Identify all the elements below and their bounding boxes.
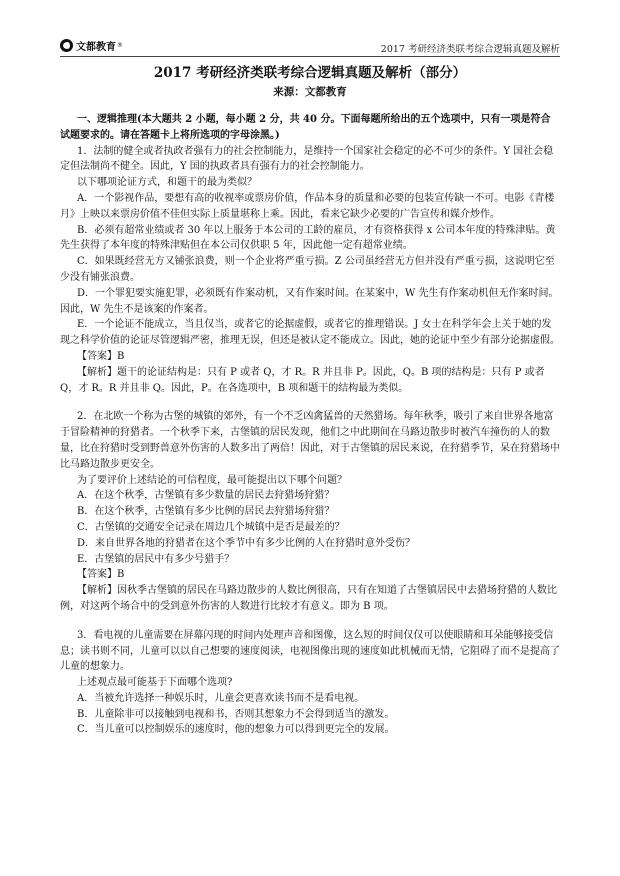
source-line: 来源：文都教育 — [273, 86, 347, 98]
q3-ask: 上述观点最可能基于下面哪个选项? — [77, 677, 233, 689]
q2-answer: 【答案】B — [77, 569, 125, 581]
q1-stem: 1．法制的健全或者执政者强有力的社会控制能力，是维持一个国家社会稳定的必不可少的条件。Y 国社会稳定但法制尚不健全。因此，Y 国的执政者具有强有力的社会控制能力。 — [60, 145, 554, 173]
logo-text: 文都教育 — [76, 42, 116, 53]
q2-ask: 为了要评价上述结论的可信程度，最可能提出以下哪个问题？ — [77, 474, 347, 486]
page-header — [60, 36, 560, 57]
q1-option-d: D．一个罪犯要实施犯罪，必须既有作案动机，又有作案时间。在某案中，W 先生有作案动机但无作案时间。因此，W 先生不是该案的作案者。 — [60, 287, 559, 315]
q1-option-b: B．必须有超常业绩或者 30 年以上服务于本公司的工龄的雇员，才有资格获得 x 公司本年度的特殊津贴。黄先生获得了本年度的特殊津贴但在本公司仅供职 5 年，因此他一定有超常业绩。 — [60, 224, 556, 252]
q3-stem: 3．看电视的儿童需要在屏幕闪现的时间内处理声音和图像，这么短的时间仅仅可以使眼睛和耳朵能够接受信息；读书则不同，儿童可以以自己想要的速度阅读，电视图像出现的速度如此机械而无情，它阻碍了而不是提高了儿童的想象力。 — [60, 629, 560, 673]
section-heading: 一、逻辑推理(本大题共 2 小题，每小题 2 分，共 40 分。下面每题所给出的五个选项中，只有一项是符合试题要求的。请在答题卡上将所选项的字母涂黑。) — [60, 114, 551, 141]
q1-ask: 以下哪项论证方式，和题干的最为类似？ — [77, 177, 257, 189]
q2-option-b: B．在这个秋季，古堡镇有多少比例的居民去狩猎场狩猎？ — [77, 506, 335, 518]
brand-logo — [60, 38, 123, 53]
q3-option-b: B．儿童除非可以接触到电视和书，否则其想象力不会得到适当的激发。 — [77, 708, 395, 720]
logo-registered-mark: ® — [117, 42, 123, 49]
q2-option-a: A．在这个秋季，古堡镇有多少数量的居民去狩猎场狩猎？ — [77, 490, 335, 502]
q2-analysis: 【解析】因秋季古堡镇的居民在马路边散步的人数比例很高，只有在知道了古堡镇居民中去猎场狩猎的人数比例，对这两个场合中的受到意外伤害的人数进行比较才有意义。即为 B 项。 — [60, 585, 557, 612]
q1-analysis: 【解析】题干的论证结构是：只有 P 或者 Q，才 R。R 并且非 P。因此，Q。B 项的结构是：只有 P 或者 Q，才 R。R 并且非 Q。因此，P。在各选项中，B 项和题干的结构最为类似。 — [60, 366, 545, 394]
q1-answer: 【答案】B — [77, 350, 125, 362]
document-body — [60, 62, 560, 738]
q2-option-e: E．古堡镇的居民中有多少号猎手？ — [77, 553, 235, 565]
logo-icon — [60, 39, 73, 52]
q3-option-a: A．当被允许选择一种娱乐时，儿童会更喜欢读书而不是看电视。 — [77, 692, 365, 704]
q1-option-c: C．如果既经营无方又铺张浪费，则一个企业将严重亏损。Z 公司虽经营无方但并没有严重亏损，这说明它至少没有铺张浪费。 — [60, 256, 555, 283]
q1-option-e: E．一个论证不能成立，当且仅当，或者它的论据虚假，或者它的推理错误。J 女士在科学年会上关于她的发现之科学价值的论证尽管逻辑严密，推理无误，但还是被认定不能成立。因此，她的论证中至少有部分论据虚假。 — [60, 319, 560, 347]
q2-stem: 2．在北欧一个称为古堡的城镇的郊外，有一个不乏凶禽猛兽的天然猎场。每年秋季，吸引了来自世界各地富于冒险精神的狩猎者。一个秋季下来，古堡镇的居民发现，他们之中此期间在马路边散步时被汽车撞伤的人的数量，比在狩猎时受到野兽意外伤害的人数多出了两倍！因此，对于古堡镇的居民来说，在狩猎季节，呆在狩猎场中比马路边散步更安全。 — [60, 411, 560, 470]
page-title: 2017 考研经济类联考综合逻辑真题及解析（部分） — [153, 65, 467, 81]
q2-option-c: C．古堡镇的交通安全记录在周边几个城镇中是否是最差的？ — [77, 521, 345, 533]
q3-option-c: C．当儿童可以控制娱乐的速度时，他的想象力可以得到更完全的发展。 — [77, 724, 395, 736]
q2-option-d: D．来自世界各地的狩猎者在这个季节中有多少比例的人在狩猎时意外受伤？ — [77, 537, 416, 549]
header-doc-title: 2017 考研经济类联考综合逻辑真题及解析 — [380, 44, 560, 55]
q1-option-a: A．一个影视作品，要想有高的收视率或票房价值，作品本身的质量和必要的包装宣传缺一不可。电影《青楼月》上映以来票房价值不佳但实际上质量堪称上乘。因此，看来它缺少必要的广告宣传和媒介炒作。 — [60, 192, 555, 220]
